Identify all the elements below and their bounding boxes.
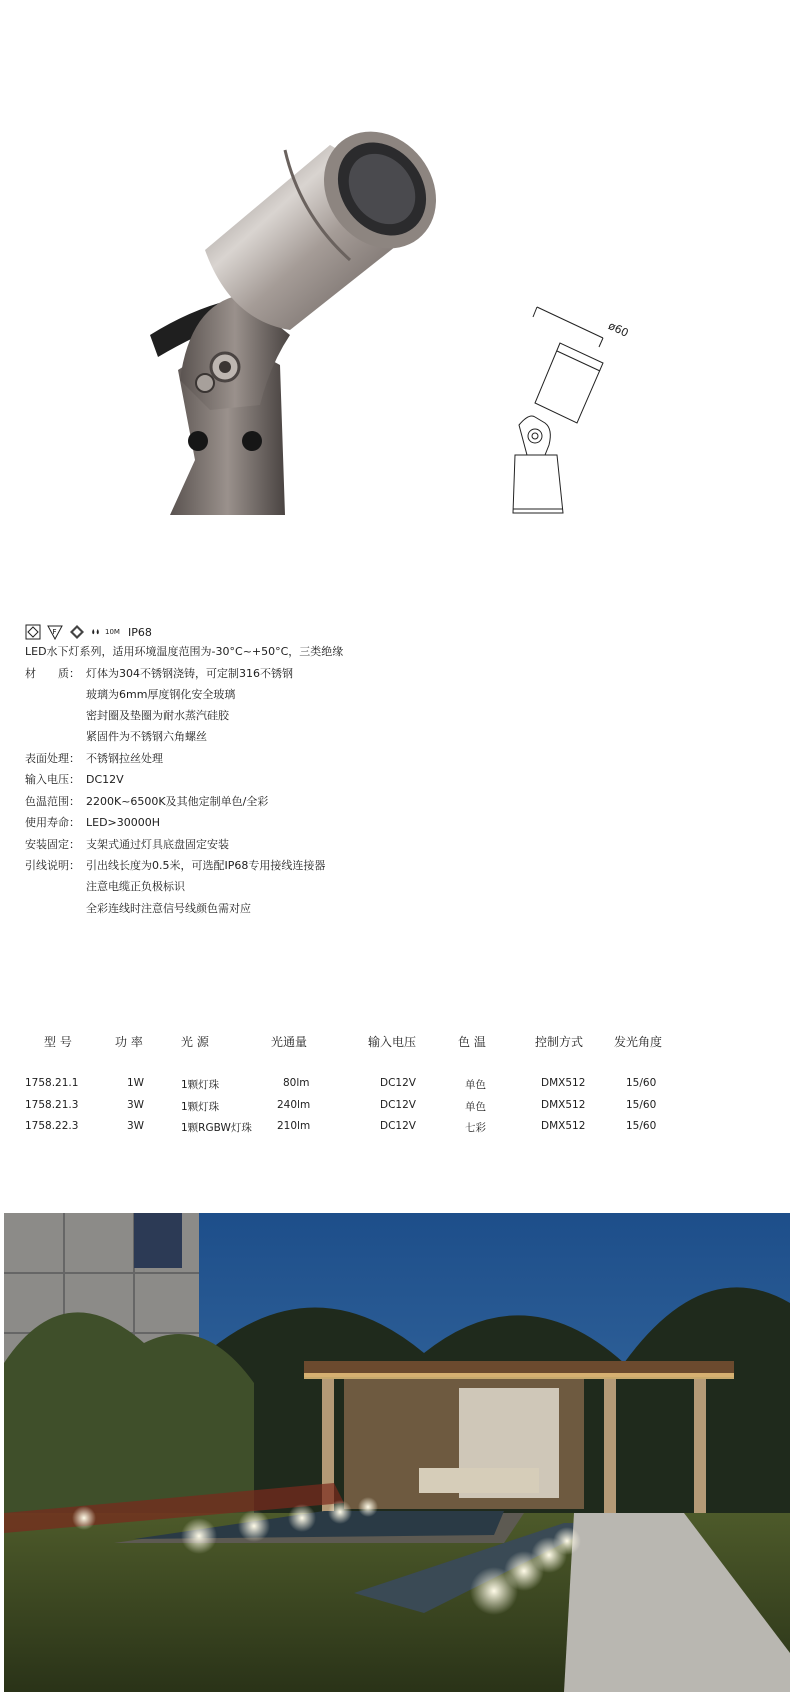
table-cell: 1颗灯珠: [181, 1079, 220, 1091]
spec-value: 灯体为304不锈钢浇铸，可定制316不锈钢: [86, 667, 293, 680]
table-cell: 1758.22.3: [25, 1120, 79, 1132]
table-cell: DC12V: [380, 1120, 416, 1132]
spec-label: 表面处理：: [25, 752, 80, 765]
svg-text:F: F: [52, 628, 57, 636]
table-header-model: 型 号: [44, 1035, 72, 1049]
table-cell: DC12V: [380, 1077, 416, 1089]
spec-value: 引出线长度为0.5米，可选配IP68专用接线连接器: [86, 859, 326, 872]
table-cell: DMX512: [541, 1077, 586, 1089]
depth-label: 10M: [105, 628, 120, 636]
ip-rating: IP68: [127, 625, 152, 639]
product-photo: [150, 95, 490, 525]
table-header-beam: 发光角度: [614, 1035, 663, 1049]
spec-label: 安装固定：: [25, 838, 80, 851]
table-cell: 单色: [465, 1079, 486, 1091]
table-cell: 3W: [127, 1099, 145, 1111]
certification-row: [25, 622, 152, 642]
application-scene-photo: [4, 1213, 790, 1692]
spec-value: 不锈钢拉丝处理: [86, 752, 163, 765]
grid-diamond-icon: [69, 624, 85, 640]
table-header-flux: 光通量: [271, 1035, 308, 1049]
spec-value: 玻璃为6mm厚度钢化安全玻璃: [86, 688, 236, 701]
spec-value: 全彩连线时注意信号线颜色需对应: [86, 902, 251, 915]
table-cell: 15/60: [626, 1120, 657, 1132]
spec-value: 2200K~6500K及其他定制单色/全彩: [86, 795, 269, 808]
table-cell: DMX512: [541, 1099, 586, 1111]
table-cell: 15/60: [626, 1099, 657, 1111]
table-cell: 80lm: [283, 1077, 310, 1089]
spec-intro: LED水下灯系列，适用环境温度范围为-30°C~+50°C，三类绝缘: [25, 645, 344, 658]
spec-value: 密封圈及垫圈为耐水蒸汽硅胶: [86, 709, 229, 722]
spec-value: DC12V: [86, 773, 124, 786]
table-header-power: 功 率: [115, 1035, 143, 1049]
spec-label: 色温范围：: [25, 795, 80, 808]
ce-diamond-icon: [25, 624, 41, 640]
spec-label: 使用寿命：: [25, 816, 80, 829]
table-cell: 1W: [127, 1077, 145, 1089]
table-cell: DC12V: [380, 1099, 416, 1111]
spec-value: LED>30000H: [86, 816, 161, 829]
table-cell: 1颗灯珠: [181, 1101, 220, 1113]
spec-label: 输入电压：: [25, 773, 80, 786]
table-header-source: 光 源: [181, 1035, 209, 1049]
table-header-cct: 色 温: [458, 1035, 486, 1049]
table-cell: 15/60: [626, 1077, 657, 1089]
water-drops-icon: [91, 624, 103, 640]
table-cell: 210lm: [277, 1120, 311, 1132]
table-cell: 240lm: [277, 1099, 311, 1111]
table-header-control: 控制方式: [535, 1035, 584, 1049]
spec-value: 注意电缆正负极标识: [86, 880, 185, 893]
spec-label: 引线说明：: [25, 859, 80, 872]
spec-label: 材 质：: [25, 667, 80, 680]
table-header-voltage: 输入电压: [368, 1035, 417, 1049]
f-mark-icon: [47, 624, 63, 640]
spec-value: 支架式通过灯具底盘固定安装: [86, 838, 229, 851]
table-cell: DMX512: [541, 1120, 586, 1132]
dimension-drawing: [505, 305, 665, 520]
table-cell: 1758.21.1: [25, 1077, 79, 1089]
table-cell: 3W: [127, 1120, 145, 1132]
diameter-label: ø60: [606, 319, 631, 340]
table-cell: 七彩: [465, 1122, 486, 1134]
table-cell: 单色: [465, 1101, 486, 1113]
table-cell: 1颗RGBW灯珠: [181, 1122, 252, 1134]
spec-value: 紧固件为不锈钢六角螺丝: [86, 730, 207, 743]
table-cell: 1758.21.3: [25, 1099, 79, 1111]
